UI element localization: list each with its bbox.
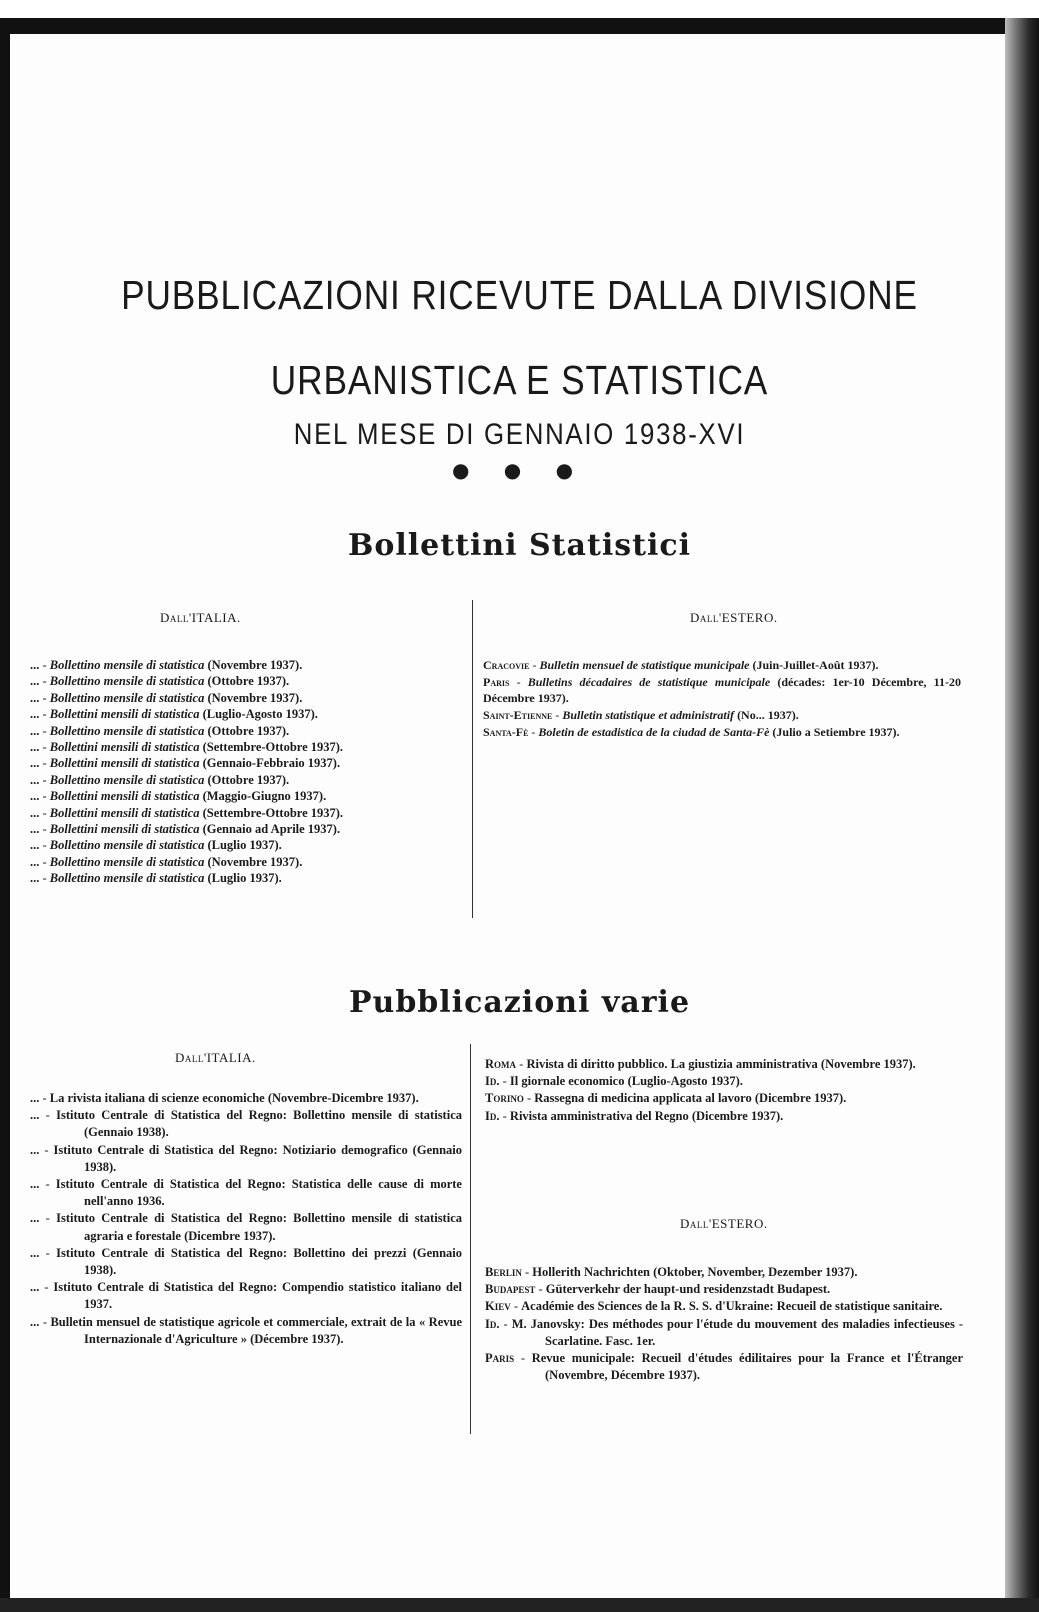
column-heading-estero: Dall'ESTERO. <box>690 610 778 625</box>
column-divider <box>472 600 473 918</box>
entry-city: ... <box>30 822 40 837</box>
list-item: ... - Bollettino mensile di statistica (Luglio 1937). <box>30 871 282 886</box>
entry-text: Istituto Centrale di Statistica del Regno: Bollettino mensile di statistica (Gennaio 1938). <box>56 1108 462 1140</box>
entry-city: ... <box>30 789 40 804</box>
entry-text: Rassegna di medicina applicata al lavoro (Dicembre 1937). <box>534 1091 847 1106</box>
list-item: ... - Bollettino mensile di statistica (Novembre 1937). <box>30 658 303 672</box>
entry-text: Hollerith Nachrichten (Oktober, November, Dezember 1937). <box>532 1265 858 1279</box>
page-title-line-2: URBANISTICA E STATISTICA <box>270 357 769 403</box>
entry-detail: (Maggio-Giugno 1937). <box>202 789 327 804</box>
entry-city: ... <box>30 674 40 689</box>
entry-detail: (Luglio 1937). <box>207 838 282 853</box>
entry-city: ... <box>30 658 40 672</box>
entry-city: ... <box>30 838 40 853</box>
entry-text: Istituto Centrale di Statistica del Regno: Notiziario demografico (Gennaio 1938). <box>53 1142 462 1174</box>
list-item: ... - Istituto Centrale di Statistica del Regno: Notiziario demografico (Gennaio 1938). <box>30 1142 462 1174</box>
list-item: Paris - Revue municipale: Recueil d'études édilitaires pour la France et l'Étranger (Novembre, Décembre 1937). <box>485 1351 963 1383</box>
ornament-dots: ● ● ● <box>451 458 588 482</box>
list-item: ... - Bollettino mensile di statistica (Ottobre 1937). <box>30 723 290 738</box>
entry-text: Istituto Centrale di Statistica del Regno: Bollettino dei prezzi (Gennaio 1938). <box>56 1245 463 1278</box>
entry-title: Bollettini mensili di statistica <box>49 740 200 755</box>
column-heading-italia-varie: Dall'ITALIA. <box>175 1050 256 1065</box>
list-item: Kiev - Académie des Sciences de la R. S. S. d'Ukraine: Recueil de statistique sanitaire. <box>485 1299 943 1314</box>
list-item: ... - Istituto Centrale di Statistica del Regno: Bollettino dei prezzi (Gennaio 1938). <box>30 1245 463 1278</box>
entry-city: ... <box>30 1091 40 1105</box>
entry-city: ... <box>30 1245 40 1260</box>
scan-frame-left <box>0 18 10 1612</box>
entry-text: Istituto Centrale di Statistica del Regno: Bollettino mensile di statistica agraria e forestale (Dicembre 1937). <box>56 1211 462 1243</box>
list-item: ... - Bollettini mensili di statistica (Maggio-Giugno 1937). <box>30 789 327 804</box>
entry-text: Bulletin mensuel de statistique agricole et commerciale, extrait de la « Revue Internazionale d'Agriculture » (Décembre 1937). <box>50 1314 462 1346</box>
entry-title: Bollettino mensile di statistica <box>49 690 205 705</box>
entry-detail: (Settembre-Ottobre 1937). <box>202 740 344 755</box>
list-item: ... - Bulletin mensuel de statistique agricole et commerciale, extrait de la « Revue Internazionale d'Agriculture » (Décembre 1937). <box>30 1314 462 1346</box>
entry-detail: (Julio a Setiembre 1937). <box>772 725 900 739</box>
entry-text: M. Janovsky: Des méthodes pour l'étude du mouvement des maladies infectieuses - Scarlatine. Fasc. 1er. <box>511 1316 963 1348</box>
entry-detail: (Ottobre 1937). <box>207 772 290 787</box>
entry-city: ... <box>30 740 40 755</box>
entry-city: Paris <box>485 1351 515 1366</box>
list-item: ... - Bollettini mensili di statistica (Gennaio-Febbraio 1937). <box>30 756 341 771</box>
entry-title: Bulletins décadaires de statistique municipale <box>527 675 771 689</box>
entry-title: Bollettino mensile di statistica <box>49 772 205 787</box>
list-item: ... - Bollettino mensile di statistica (Ottobre 1937). <box>30 772 290 787</box>
section-heading-bollettini: Bollettini Statistici <box>347 528 692 563</box>
list-item: Santa-Fè - Boletin de estadistica de la ciudad de Santa-Fè (Julio a Setiembre 1937). <box>483 725 900 739</box>
list-item: Saint-Etienne - Bulletin statistique et administratif (No... 1937). <box>483 708 799 722</box>
bollettini-estero-list <box>483 657 961 741</box>
entry-text: Istituto Centrale di Statistica del Regno: Statistica delle cause di morte nell'anno 1936. <box>55 1177 462 1209</box>
list-item: ... - Istituto Centrale di Statistica del Regno: Statistica delle cause di morte nell'anno 1936. <box>30 1177 462 1209</box>
list-item: Berlin - Hollerith Nachrichten (Oktober, November, Dezember 1937). <box>485 1265 858 1279</box>
entry-city: Cracovie <box>483 658 530 672</box>
entry-title: Bollettino mensile di statistica <box>49 854 205 869</box>
entry-text: Rivista amministrativa del Regno (Dicembre 1937). <box>509 1108 784 1123</box>
list-item: ... - Istituto Centrale di Statistica del Regno: Compendio statistico italiano del 1937. <box>30 1280 462 1312</box>
entry-title: Bollettini mensili di statistica <box>49 789 200 804</box>
entry-city: ... <box>30 1142 40 1157</box>
list-item: ... - Bollettini mensili di statistica (Settembre-Ottobre 1937). <box>30 740 344 755</box>
list-item: ... - Bollettini mensili di statistica (Gennaio ad Aprile 1937). <box>30 822 341 837</box>
list-item: ... - La rivista italiana di scienze economiche (Novembre-Dicembre 1937). <box>30 1091 419 1105</box>
entry-detail: (Novembre 1937). <box>207 854 303 869</box>
entry-detail: (No... 1937). <box>737 708 799 722</box>
list-item: Roma - Rivista di diritto pubblico. La giustizia amministrativa (Novembre 1937). <box>485 1057 916 1071</box>
column-heading-estero-varie: Dall'ESTERO. <box>680 1216 768 1231</box>
entry-detail: (Ottobre 1937). <box>207 674 290 689</box>
bollettini-italia-list <box>30 657 470 887</box>
entry-city: ... <box>30 1108 40 1123</box>
varie-estero-list <box>485 1264 963 1384</box>
entry-detail: (Novembre 1937). <box>207 658 303 672</box>
entry-title: Bollettini mensili di statistica <box>49 756 200 771</box>
entry-detail: (décades: 1er-10 Décembre, 11-20 Décembre 1937). <box>483 675 961 705</box>
list-item: ... - Bollettini mensili di statistica (Settembre-Ottobre 1937). <box>30 805 344 820</box>
varie-italia-list <box>30 1090 462 1348</box>
entry-title: Bollettini mensili di statistica <box>49 822 200 837</box>
entry-detail: (Gennaio-Febbraio 1937). <box>202 756 341 771</box>
list-item: Paris - Bulletins décadaires de statistique municipale (décades: 1er-10 Décembre, 11-20 Décembre 1937). <box>483 675 961 705</box>
entry-city: Budapest <box>485 1282 536 1297</box>
list-item: Id. - Rivista amministrativa del Regno (Dicembre 1937). <box>485 1108 784 1123</box>
entry-title: Bollettini mensili di statistica <box>49 707 200 722</box>
entry-title: Bollettino mensile di statistica <box>49 871 205 886</box>
entry-city: Paris <box>483 675 510 689</box>
list-item: Id. - M. Janovsky: Des méthodes pour l'étude du mouvement des maladies infectieuses - Scarlatine. Fasc. 1er. <box>485 1316 963 1348</box>
scan-frame-top <box>0 18 1039 34</box>
entry-detail: (Gennaio ad Aprile 1937). <box>202 822 341 837</box>
entry-detail: (Settembre-Ottobre 1937). <box>202 805 344 820</box>
entry-city: Id. <box>485 1074 500 1089</box>
list-item: ... - Bollettino mensile di statistica (Luglio 1937). <box>30 838 282 853</box>
entry-city: Roma <box>485 1057 517 1071</box>
entry-detail: (Juin-Juillet-Août 1937). <box>752 658 879 672</box>
entry-city: ... <box>30 707 40 722</box>
entry-text: Il giornale economico (Luglio-Agosto 1937). <box>509 1074 743 1089</box>
list-item: ... - Istituto Centrale di Statistica del Regno: Bollettino mensile di statistica (Gennaio 1938). <box>30 1108 462 1140</box>
entry-city: Saint-Etienne <box>483 708 553 722</box>
list-item: Id. - Il giornale economico (Luglio-Agosto 1937). <box>485 1074 743 1089</box>
entry-detail: (Novembre 1937). <box>207 690 303 705</box>
entry-city: Id. <box>485 1316 500 1331</box>
entry-city: Berlin <box>485 1265 522 1279</box>
entry-city: ... <box>30 723 40 738</box>
entry-text: Güterverkehr der haupt-und residenzstadt Budapest. <box>545 1282 831 1297</box>
entry-title: Bulletin mensuel de statistique municipale <box>539 658 750 672</box>
list-item: Cracovie - Bulletin mensuel de statistique municipale (Juin-Juillet-Août 1937). <box>483 658 879 672</box>
entry-city: ... <box>30 854 40 869</box>
entry-title: Bollettini mensili di statistica <box>49 805 200 820</box>
entry-city: ... <box>30 756 40 771</box>
entry-text: Revue municipale: Recueil d'études édilitaires pour la France et l'Étranger (Novembre, Décembre 1937). <box>531 1351 963 1383</box>
entry-city: ... <box>30 772 40 787</box>
varie-italia-city-list <box>485 1056 963 1125</box>
entry-title: Boletin de estadistica de la ciudad de Santa-Fè <box>538 725 770 739</box>
entry-text: Rivista di diritto pubblico. La giustizia amministrativa (Novembre 1937). <box>526 1057 916 1071</box>
column-heading-italia: Dall'ITALIA. <box>160 610 241 625</box>
entry-city: ... <box>30 1280 40 1295</box>
entry-text: Istituto Centrale di Statistica del Regno: Compendio statistico italiano del 1937. <box>53 1280 462 1312</box>
entry-detail: (Luglio-Agosto 1937). <box>202 707 318 722</box>
list-item: Budapest - Güterverkehr der haupt-und residenzstadt Budapest. <box>485 1282 831 1297</box>
entry-title: Bollettino mensile di statistica <box>49 723 205 738</box>
list-item: ... - Istituto Centrale di Statistica del Regno: Bollettino mensile di statistica agraria e forestale (Dicembre 1937). <box>30 1211 462 1243</box>
scan-top-strip <box>0 0 203 18</box>
section-heading-varie: Pubblicazioni varie <box>348 985 691 1020</box>
list-item: ... - Bollettino mensile di statistica (Novembre 1937). <box>30 854 303 869</box>
entry-text: La rivista italiana di scienze economiche (Novembre-Dicembre 1937). <box>49 1091 419 1105</box>
entry-city: Torino <box>485 1091 524 1106</box>
entry-detail: (Ottobre 1937). <box>207 723 290 738</box>
entry-city: ... <box>30 1177 40 1192</box>
list-item: ... - Bollettino mensile di statistica (Novembre 1937). <box>30 690 303 705</box>
list-item: ... - Bollettino mensile di statistica (Ottobre 1937). <box>30 674 290 689</box>
list-item: Torino - Rassegna di medicina applicata al lavoro (Dicembre 1937). <box>485 1091 847 1106</box>
entry-title: Bollettino mensile di statistica <box>49 674 205 689</box>
entry-city: Id. <box>485 1108 500 1123</box>
page-subtitle: NEL MESE DI GENNAIO 1938-XVI <box>293 418 746 451</box>
entry-detail: (Luglio 1937). <box>207 871 282 886</box>
entry-city: ... <box>30 1211 40 1226</box>
page-title-line-1: PUBBLICAZIONI RICEVUTE DALLA DIVISIONE <box>121 272 918 318</box>
entry-city: ... <box>30 805 40 820</box>
entry-city: Kiev <box>485 1299 511 1314</box>
entry-title: Bollettino mensile di statistica <box>49 658 205 672</box>
entry-title: Bulletin statistique et administratif <box>562 708 735 722</box>
entry-city: ... <box>30 1314 40 1329</box>
scan-frame-bottom <box>0 1598 1039 1612</box>
entry-city: ... <box>30 690 40 705</box>
entry-title: Bollettino mensile di statistica <box>49 838 205 853</box>
entry-text: Académie des Sciences de la R. S. S. d'Ukraine: Recueil de statistique sanitaire. <box>521 1299 943 1314</box>
entry-city: Santa-Fè <box>483 725 529 739</box>
scan-frame-right <box>1005 18 1039 1612</box>
list-item: ... - Bollettini mensili di statistica (Luglio-Agosto 1937). <box>30 707 318 722</box>
entry-city: ... <box>30 871 40 886</box>
column-divider-varie <box>470 1044 471 1434</box>
